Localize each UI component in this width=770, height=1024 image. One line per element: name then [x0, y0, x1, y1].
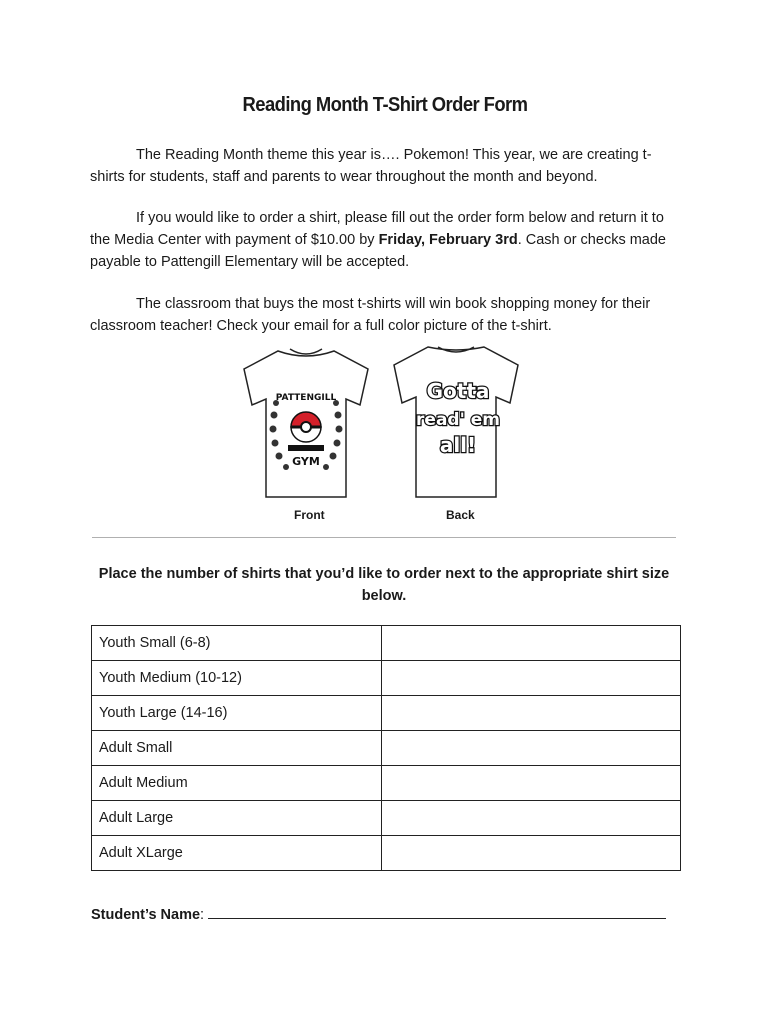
quantity-cell[interactable] — [382, 626, 681, 661]
size-label: Youth Medium (10-12) — [92, 661, 382, 696]
table-row — [92, 661, 681, 696]
size-instructions: Place the number of shirts that you’d like to order next to the appropriate shirt size below. — [98, 566, 670, 604]
quantity-cell[interactable] — [382, 731, 681, 766]
student-name-field[interactable] — [208, 903, 666, 919]
intro-text: The Reading Month theme this year is…. Pokemon! This year, we are creating t-shirts for students, staff and parents to wear throughout the month and beyond. — [90, 147, 652, 185]
size-label: Youth Large (14-16) — [92, 696, 382, 731]
back-caption: Back — [446, 508, 475, 522]
shirt-back-image — [386, 343, 526, 503]
table-row — [92, 766, 681, 801]
shirt-back-line2: read' em — [416, 410, 500, 430]
quantity-cell[interactable] — [382, 836, 681, 871]
order-text-end: . Cash or checks made payable to Pattengill Elementary will be accepted. — [90, 232, 666, 270]
table-row — [92, 626, 681, 661]
shirt-front-gym-text: GYM — [292, 455, 320, 468]
contest-paragraph — [90, 293, 680, 337]
size-label: Adult Large — [92, 801, 382, 836]
quantity-cell[interactable] — [382, 801, 681, 836]
table-row — [92, 836, 681, 871]
intro-paragraph — [90, 144, 680, 188]
table-row — [92, 731, 681, 766]
order-instructions-paragraph — [90, 207, 680, 273]
shirt-front-image — [236, 343, 376, 503]
quantity-cell[interactable] — [382, 766, 681, 801]
size-label: Adult Small — [92, 731, 382, 766]
size-label: Adult Medium — [92, 766, 382, 801]
contest-text: The classroom that buys the most t-shirts will win book shopping money for their classroom teacher! Check your email for a full color picture of the t-shirt. — [90, 296, 651, 334]
due-date: Friday, February 3rd — [378, 232, 518, 248]
size-label: Adult XLarge — [92, 836, 382, 871]
quantity-cell[interactable] — [382, 696, 681, 731]
shirt-back-line1: Gotta — [426, 379, 490, 403]
section-divider — [92, 537, 676, 538]
order-text-start: If you would like to order a shirt, please fill out the order form below and return it to the Media Center with payment of $10.00 by — [90, 210, 664, 248]
table-row — [92, 696, 681, 731]
size-label: Youth Small (6-8) — [92, 626, 382, 661]
size-order-table — [91, 625, 681, 871]
student-name-label: Student’s Name — [91, 907, 201, 923]
student-name-row: Student’s Name: — [91, 903, 681, 923]
table-row — [92, 801, 681, 836]
shirt-front-top-text: PATTENGILL — [275, 393, 337, 403]
quantity-cell[interactable] — [382, 661, 681, 696]
shirt-back-line3: all! — [439, 433, 477, 457]
front-caption: Front — [294, 508, 325, 522]
page-title: Reading Month T-Shirt Order Form — [242, 94, 528, 116]
